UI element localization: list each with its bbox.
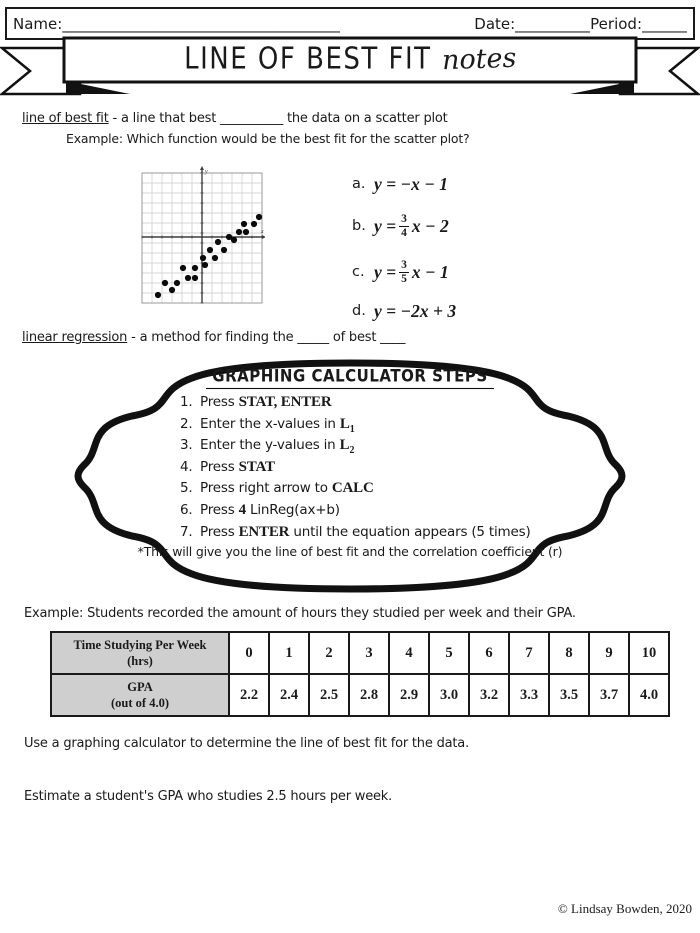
data-point (155, 292, 161, 298)
data-point (221, 247, 227, 253)
y-axis-label: y (205, 169, 208, 175)
option-label: d. (352, 303, 366, 319)
step-row (180, 437, 531, 459)
table-cell: 3 (349, 632, 389, 674)
table-row (51, 674, 669, 716)
table-cell: 2.2 (229, 674, 269, 716)
table-row (51, 632, 669, 674)
page-title-main: LINE OF BEST FIT (184, 41, 432, 77)
table-cell: 6 (469, 632, 509, 674)
step-number: 1. (180, 394, 193, 410)
definition-linear-regression (22, 330, 405, 345)
data-point (192, 265, 198, 271)
data-point (236, 229, 242, 235)
step-number: 5. (180, 480, 193, 497)
calculator-steps-list (180, 394, 531, 545)
option-c (352, 251, 456, 293)
table-cell: 3.0 (429, 674, 469, 716)
prompt-estimate: Estimate a student's GPA who studies 2.5 hours per week. (24, 789, 393, 804)
step-text: Press right arrow to CALC (200, 480, 374, 497)
table-cell: 3.2 (469, 674, 509, 716)
option-equation: y = −x − 1 (374, 173, 448, 194)
table-cell: 4 (389, 632, 429, 674)
definition-text: - a line that best (108, 111, 221, 126)
prompt-use-calculator: Use a graphing calculator to determine the line of best fit for the data. (24, 736, 469, 751)
name-field-label: Name: (13, 14, 63, 33)
step-row (180, 502, 531, 524)
table-cell: 3.5 (549, 674, 589, 716)
step-number: 3. (180, 437, 193, 454)
period-field-label: Period: (590, 14, 642, 33)
table-cell: 8 (549, 632, 589, 674)
table-cell: 0 (229, 632, 269, 674)
option-a (352, 172, 456, 196)
period-blank-line: ______ (642, 14, 687, 33)
step-text: Enter the y-values in $L_2$ (200, 437, 355, 457)
step-row (180, 459, 531, 481)
data-point (180, 265, 186, 271)
table-cell: 3.7 (589, 674, 629, 716)
calculator-steps-footnote: *This will give you the line of best fit and the correlation coefficient (r) (137, 544, 563, 559)
data-point (207, 247, 213, 253)
fraction: $\frac{3}{5}$ (401, 258, 407, 285)
table-cell: 3.3 (509, 674, 549, 716)
data-point (212, 255, 218, 261)
step-row (180, 394, 531, 416)
data-point (185, 275, 191, 281)
study-gpa-table (50, 631, 670, 717)
step-number: 7. (180, 523, 193, 540)
step-text: Press STAT, ENTER (200, 394, 332, 410)
step-number: 4. (180, 458, 193, 475)
option-b (352, 205, 456, 247)
step-row (180, 416, 531, 438)
term-linear-regression: linear regression (22, 330, 128, 345)
copyright: © Lindsay Bowden, 2020 (557, 901, 692, 916)
option-equation: y = −2x + 3 (374, 300, 457, 321)
step-text: Press 4 LinReg(ax+b) (200, 501, 340, 518)
data-point (202, 262, 208, 268)
table-cell: 2.4 (269, 674, 309, 716)
table-cell: 7 (509, 632, 549, 674)
step-text: Press STAT (200, 458, 275, 475)
step-text: Enter the x-values in $L_1$ (200, 415, 355, 435)
data-point (162, 280, 168, 286)
answer-options (352, 172, 456, 323)
fraction: $\frac{3}{4}$ (401, 212, 407, 239)
name-blank-line: _____________________________________ (62, 14, 340, 33)
row-label: GPA (out of 4.0) (51, 674, 229, 716)
data-point (256, 214, 262, 220)
table-cell: 10 (629, 632, 669, 674)
table-cell: 9 (589, 632, 629, 674)
data-point (243, 229, 249, 235)
data-point (215, 239, 221, 245)
definition-text: - a method for finding the _____ of best ____ (127, 330, 406, 345)
table-cell: 2.9 (389, 674, 429, 716)
data-point (251, 221, 257, 227)
table-cell: 2.8 (349, 674, 389, 716)
option-label: a. (352, 176, 366, 192)
step-row (180, 524, 531, 546)
data-point (241, 221, 247, 227)
option-d (352, 299, 456, 323)
scatter-example-prompt: Example: Which function would be the best fit for the scatter plot? (66, 131, 470, 146)
table-cell: 2 (309, 632, 349, 674)
calculator-steps-title: GRAPHING CALCULATOR STEPS (0, 366, 700, 388)
definition-line-of-best-fit (22, 111, 448, 126)
page-title-script: notes (441, 42, 517, 76)
scatter-plot (139, 166, 265, 306)
data-point (169, 287, 175, 293)
option-label: b. (352, 218, 366, 234)
term-line-of-best-fit: line of best fit (22, 111, 109, 126)
table-cell: 1 (269, 632, 309, 674)
option-equation: y = $\frac{3}{4}$ x − 2 (374, 212, 449, 239)
date-field-label: Date: (474, 14, 516, 33)
table-cell: 2.5 (309, 674, 349, 716)
step-text: Press ENTER until the equation appears (5 times) (200, 523, 531, 540)
fill-in-blank: __________ (220, 111, 284, 126)
option-equation: y = $\frac{3}{5}$ x − 1 (374, 258, 449, 285)
step-number: 2. (180, 415, 193, 432)
table-intro: Example: Students recorded the amount of hours they studied per week and their GPA. (24, 606, 576, 621)
row-label: Time Studying Per Week (hrs) (51, 632, 229, 674)
table-cell: 5 (429, 632, 469, 674)
step-number: 6. (180, 501, 193, 518)
definition-text-after: the data on a scatter plot (283, 111, 448, 126)
option-label: c. (352, 264, 365, 280)
page-title (64, 36, 636, 82)
data-point (192, 275, 198, 281)
data-point (174, 280, 180, 286)
data-point (200, 255, 206, 261)
x-axis-label: x (261, 229, 264, 235)
step-row (180, 480, 531, 502)
date-blank-line: __________ (515, 14, 591, 33)
data-point (231, 237, 237, 243)
table-cell: 4.0 (629, 674, 669, 716)
